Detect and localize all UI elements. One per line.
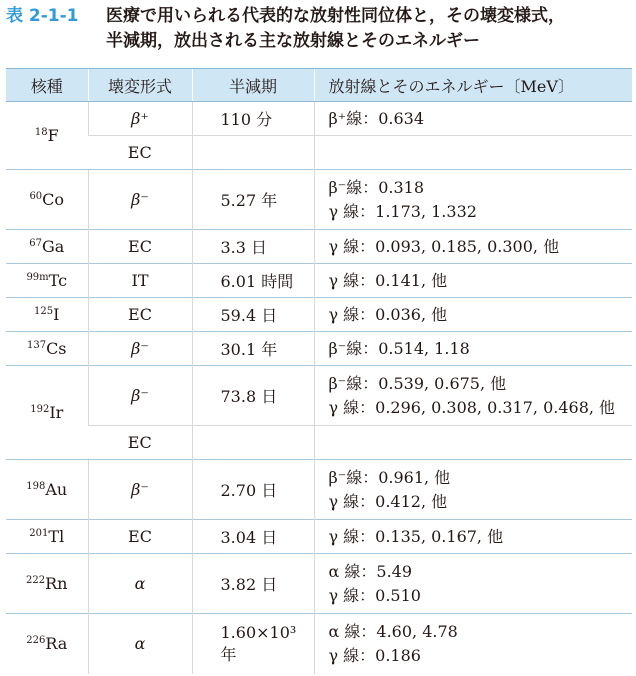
element-symbol: Cs bbox=[46, 339, 67, 358]
energy-line: β⁻線：0.514, 1.18 bbox=[328, 338, 470, 358]
energy-line: α 線：4.60, 4.78 bbox=[328, 621, 458, 641]
radioisotope-table bbox=[6, 68, 632, 674]
mass-number: 125 bbox=[34, 306, 54, 317]
table-number: 表 2-1-1 bbox=[6, 6, 79, 26]
decay-mode-cell: EC bbox=[88, 230, 192, 264]
header-half-life: 半減期 bbox=[192, 69, 314, 102]
mass-number: 60 bbox=[29, 191, 43, 202]
nuclide-cell bbox=[6, 366, 88, 460]
energy-cell bbox=[314, 170, 632, 230]
energy-line: β⁻線：0.961, 他 bbox=[328, 467, 451, 487]
half-life-cell: 30.1 年 bbox=[192, 332, 314, 366]
nuclide-cell bbox=[6, 230, 88, 264]
header-decay-mode: 壊変形式 bbox=[88, 69, 192, 102]
energy-line: α 線：5.49 bbox=[328, 561, 413, 581]
half-life-cell: 2.70 日 bbox=[192, 460, 314, 520]
element-symbol: F bbox=[47, 126, 59, 145]
energy-cell bbox=[314, 554, 632, 614]
table-row bbox=[6, 170, 632, 230]
nuclide-cell bbox=[6, 520, 88, 554]
mass-number: 226 bbox=[26, 635, 46, 647]
element-symbol: Ga bbox=[41, 237, 65, 256]
table-row bbox=[6, 230, 632, 264]
element-symbol: Tc bbox=[48, 271, 68, 290]
half-life-cell: 5.27 年 bbox=[192, 170, 314, 230]
half-life-cell: 3.82 日 bbox=[192, 554, 314, 614]
energy-line: β⁺線：0.634 bbox=[328, 108, 425, 128]
half-life-cell: 6.01 時間 bbox=[192, 264, 314, 298]
mass-number: 99m bbox=[26, 272, 49, 283]
element-symbol: I bbox=[53, 305, 60, 324]
caption-line-1 bbox=[6, 4, 632, 29]
energy-cell bbox=[314, 230, 632, 264]
energy-cell bbox=[314, 298, 632, 332]
mass-number: 67 bbox=[29, 238, 42, 249]
energy-line: γ 線：0.412, 他 bbox=[328, 491, 448, 511]
half-life-cell: 3.3 日 bbox=[192, 230, 314, 264]
table-caption bbox=[6, 4, 632, 54]
energy-cell bbox=[314, 460, 632, 520]
decay-mode-cell: EC bbox=[88, 426, 192, 460]
energy-cell bbox=[314, 426, 632, 460]
table-row bbox=[6, 426, 632, 460]
nuclide-cell bbox=[6, 332, 88, 366]
energy-cell bbox=[314, 366, 632, 426]
element-symbol: Rn bbox=[45, 574, 68, 593]
element-symbol: Tl bbox=[48, 527, 65, 546]
half-life-cell bbox=[192, 136, 314, 170]
energy-line: γ 線：0.036, 他 bbox=[328, 304, 448, 324]
energy-cell bbox=[314, 614, 632, 674]
element-symbol: Au bbox=[45, 480, 68, 499]
energy-cell bbox=[314, 102, 632, 136]
energy-cell bbox=[314, 332, 632, 366]
table-row bbox=[6, 298, 632, 332]
nuclide-cell bbox=[6, 298, 88, 332]
nuclide-cell bbox=[6, 614, 88, 674]
table-row bbox=[6, 520, 632, 554]
decay-mode-cell: β⁻ bbox=[88, 170, 192, 230]
mass-number: 192 bbox=[30, 404, 50, 415]
table-header-row bbox=[6, 69, 632, 102]
energy-line: γ 線：0.296, 0.308, 0.317, 0.468, 他 bbox=[328, 397, 616, 417]
header-nuclide: 核種 bbox=[6, 69, 88, 102]
decay-mode-cell: EC bbox=[88, 136, 192, 170]
decay-mode-cell: EC bbox=[88, 298, 192, 332]
decay-mode-cell: β⁻ bbox=[88, 332, 192, 366]
element-symbol: Co bbox=[42, 190, 65, 209]
table-row bbox=[6, 614, 632, 674]
decay-mode-cell: EC bbox=[88, 520, 192, 554]
decay-mode-cell: β⁺ bbox=[88, 102, 192, 136]
energy-line: γ 線：0.141, 他 bbox=[328, 270, 448, 290]
decay-mode-cell: α bbox=[88, 614, 192, 674]
caption-title-line-2: 半減期，放出される主な放射線とそのエネルギー bbox=[106, 31, 480, 51]
half-life-cell: 3.04 日 bbox=[192, 520, 314, 554]
energy-line: γ 線：0.186 bbox=[328, 645, 421, 665]
table-row bbox=[6, 102, 632, 136]
decay-mode-cell: β⁻ bbox=[88, 366, 192, 426]
nuclide-cell bbox=[6, 460, 88, 520]
energy-line: γ 線：0.135, 0.167, 他 bbox=[328, 526, 504, 546]
table-row bbox=[6, 332, 632, 366]
mass-number: 137 bbox=[26, 340, 47, 351]
half-life-cell: 110 分 bbox=[192, 102, 314, 136]
mass-number: 18 bbox=[34, 127, 48, 138]
table-row bbox=[6, 136, 632, 170]
caption-title-line-1: 医療で用いられる代表的な放射性同位体と，その壊変様式， bbox=[106, 6, 565, 26]
mass-number: 222 bbox=[26, 575, 46, 586]
mass-number: 201 bbox=[29, 528, 49, 539]
decay-mode-cell: β⁻ bbox=[88, 460, 192, 520]
half-life-cell bbox=[192, 426, 314, 460]
decay-mode-cell: IT bbox=[88, 264, 192, 298]
energy-line: γ 線：1.173, 1.332 bbox=[328, 201, 477, 221]
energy-line: γ 線：0.510 bbox=[328, 585, 421, 605]
half-life-cell: 59.4 日 bbox=[192, 298, 314, 332]
nuclide-cell bbox=[6, 264, 88, 298]
nuclide-cell bbox=[6, 554, 88, 614]
nuclide-cell bbox=[6, 170, 88, 230]
half-life-cell: 1.60×10³ 年 bbox=[192, 614, 314, 674]
table-row bbox=[6, 460, 632, 520]
nuclide-cell bbox=[6, 102, 88, 170]
element-symbol: Ra bbox=[45, 634, 68, 654]
energy-line: γ 線：0.093, 0.185, 0.300, 他 bbox=[328, 236, 560, 256]
table-row bbox=[6, 554, 632, 614]
table-row bbox=[6, 366, 632, 426]
decay-mode-cell: α bbox=[88, 554, 192, 614]
energy-line: β⁻線：0.539, 0.675, 他 bbox=[328, 373, 507, 393]
energy-cell bbox=[314, 264, 632, 298]
energy-cell bbox=[314, 136, 632, 170]
table-body bbox=[6, 102, 632, 674]
energy-line: β⁻線：0.318 bbox=[328, 177, 425, 197]
element-symbol: Ir bbox=[49, 403, 64, 422]
table-row bbox=[6, 264, 632, 298]
mass-number: 198 bbox=[26, 481, 46, 492]
energy-cell bbox=[314, 520, 632, 554]
header-energy: 放射線とそのエネルギー〔MeV〕 bbox=[314, 69, 632, 102]
half-life-cell: 73.8 日 bbox=[192, 366, 314, 426]
